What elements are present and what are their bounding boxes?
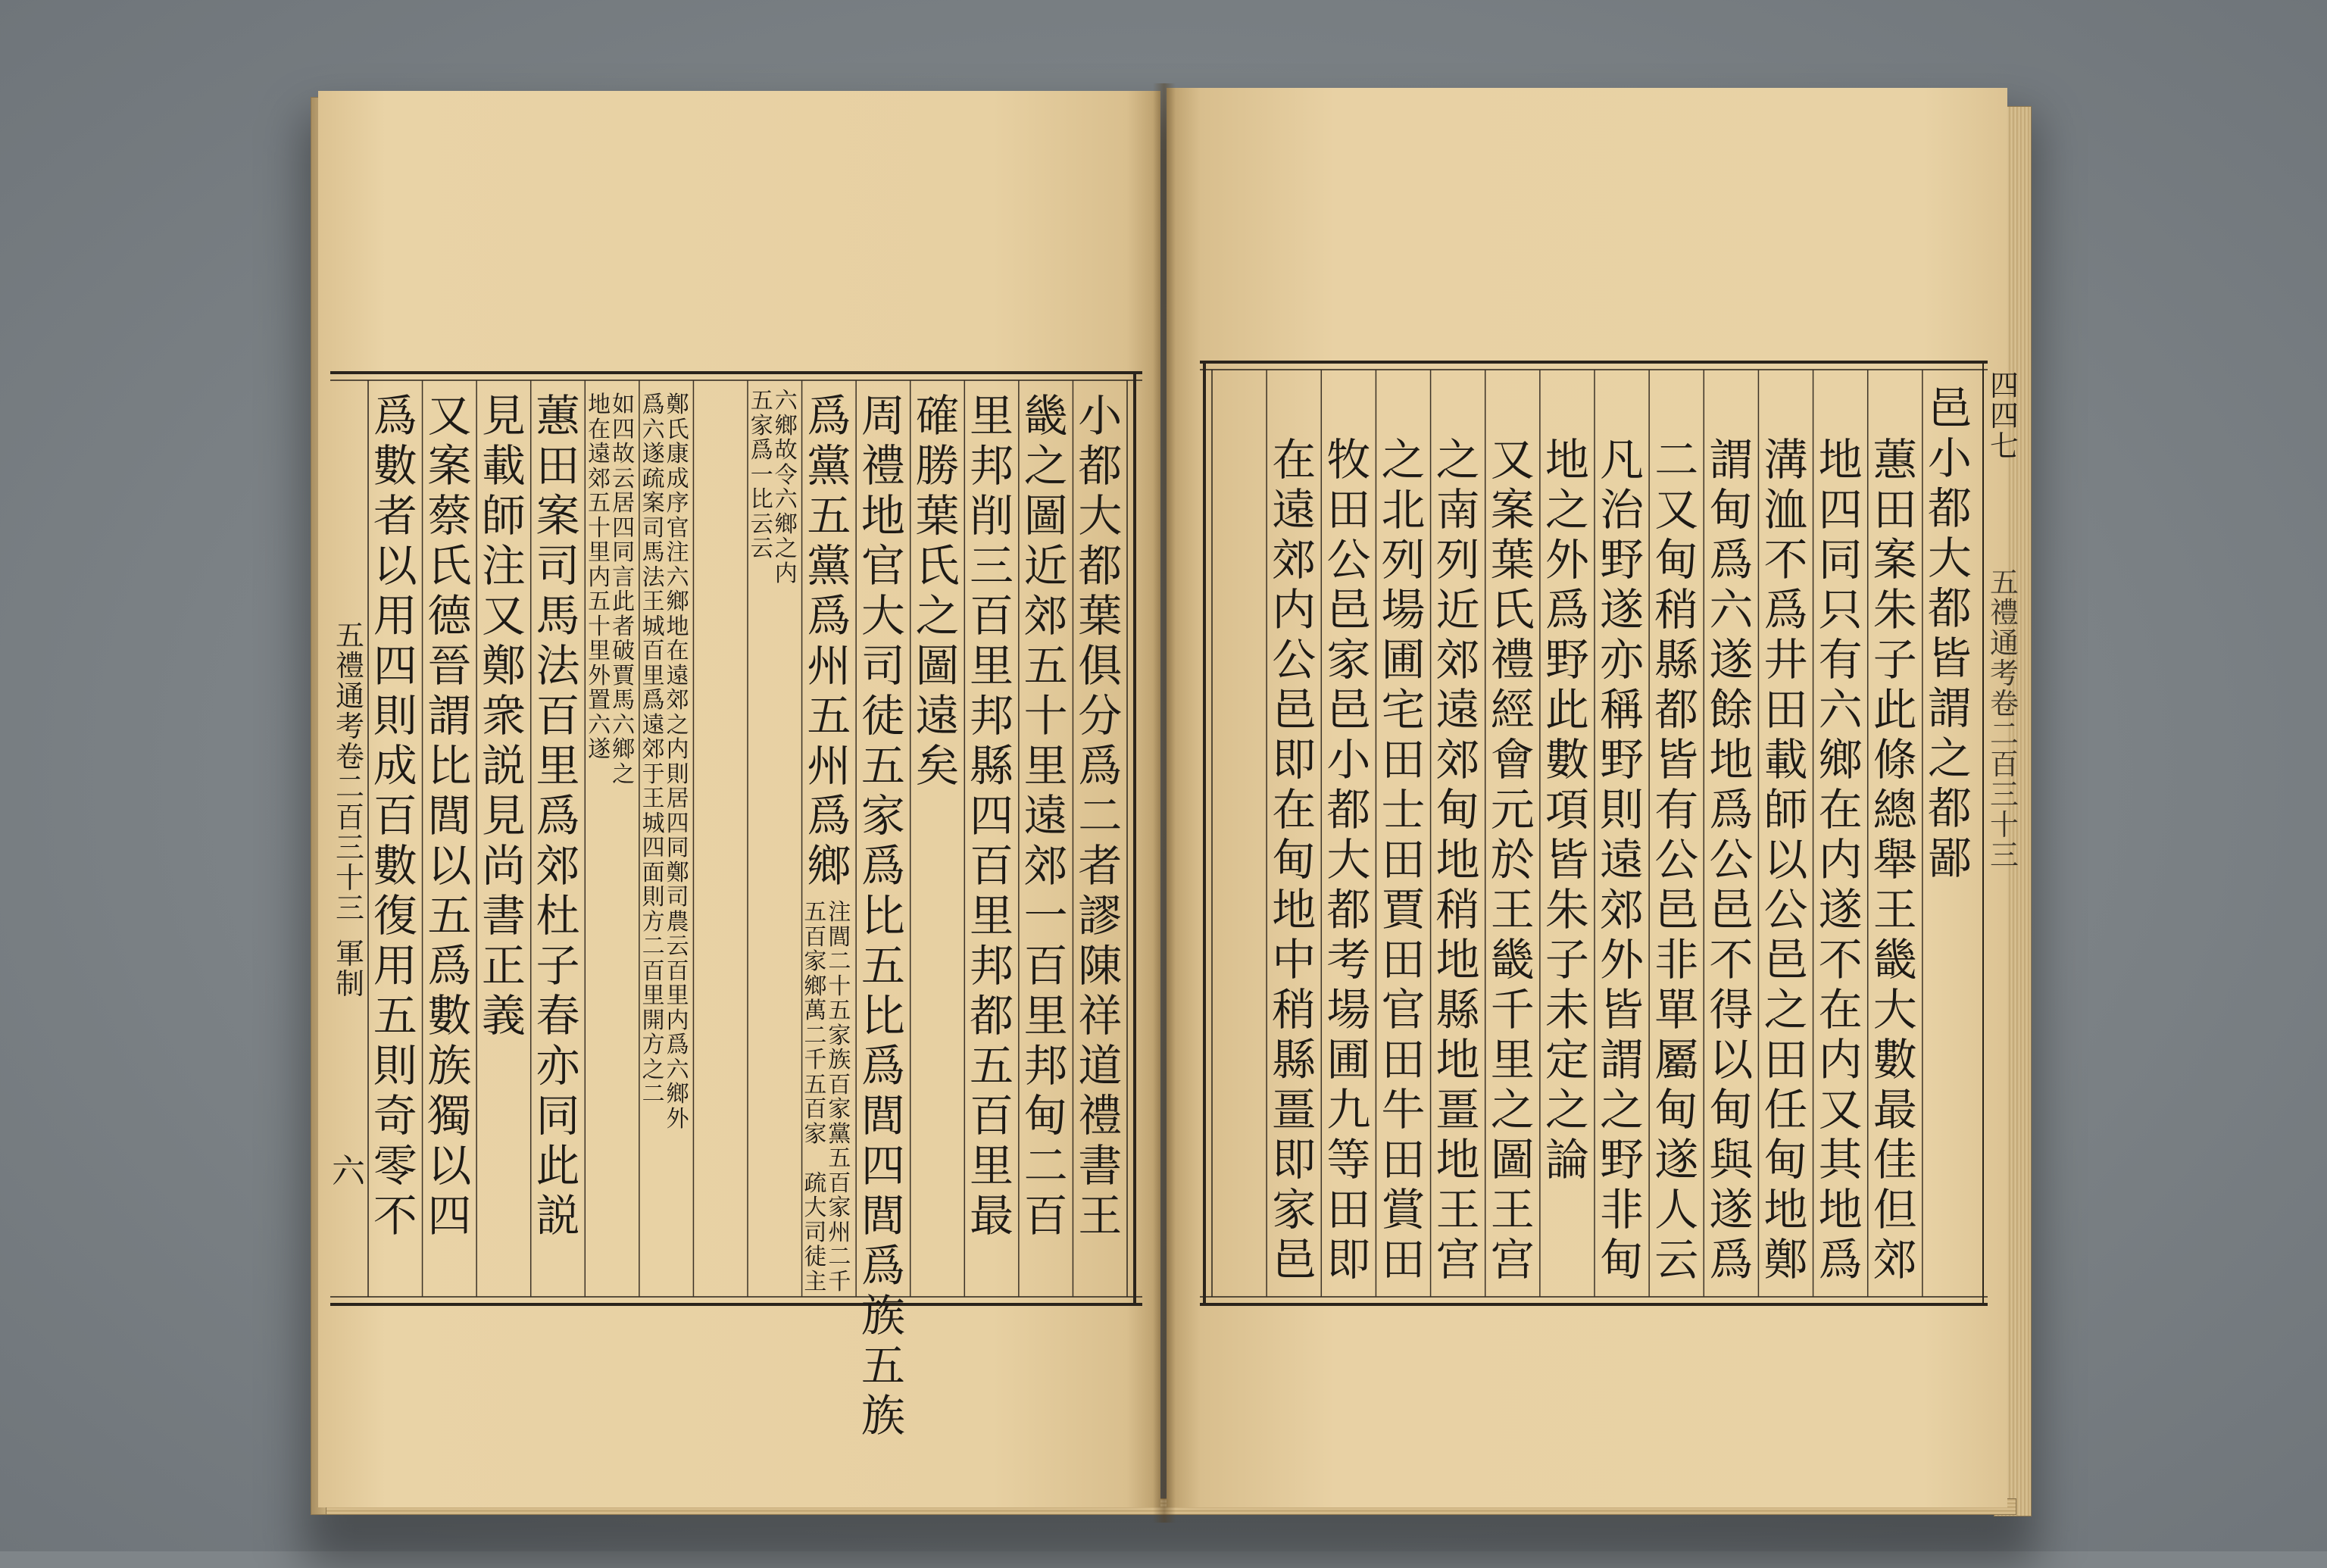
text-column: 凡 治 野 遂 亦 稱 野 則 遠 郊 外 皆 謂 之 野 非 甸 <box>1600 434 1645 1285</box>
text-column: 邑 小 都 大 都 皆 謂 之 都 鄙 <box>1927 383 1972 884</box>
text-column: 小 都 大 都 葉 俱 分 爲 二 者 謬 陳 祥 道 禮 書 王 <box>1078 390 1123 1242</box>
text-column: 周 禮 地 官 大 司 徒 五 家 爲 比 五 比 爲 閭 四 閭 爲 族 五 族 <box>861 390 905 1441</box>
text-column: 爲 黨 五 黨 爲 州 五 州 爲 鄉 <box>807 390 851 892</box>
section-title: 軍 制 <box>335 937 364 1001</box>
right-book-title: 五 禮 通 考 卷 二 百 三 十 三 <box>1989 566 2019 872</box>
text-column: 牧 田 公 邑 家 邑 小 都 大 都 考 場 圃 九 等 田 即 <box>1326 434 1371 1285</box>
text-column: 二 又 甸 稍 縣 都 皆 有 公 邑 非 單 屬 甸 遂 人 云 <box>1654 434 1699 1285</box>
text-column: 畿 之 圖 近 郊 五 十 里 遠 郊 一 百 里 邦 甸 二 百 <box>1023 390 1068 1242</box>
book-title: 五 禮 通 考 卷 二 百 三 十 三 <box>335 619 364 925</box>
text-column: 確 勝 葉 氏 之 圖 遠 矣 <box>915 390 960 792</box>
text-column: 謂 甸 爲 六 遂 餘 地 爲 公 邑 不 得 以 甸 與 遂 爲 <box>1709 434 1754 1285</box>
text-column: 之 北 列 場 圃 宅 田 士 田 賈 田 官 田 牛 田 賞 田 <box>1381 434 1426 1285</box>
text-column: 蕙 田 案 司 馬 法 百 里 爲 郊 杜 子 春 亦 同 此 説 <box>536 390 580 1242</box>
text-column: 在 遠 郊 内 公 邑 即 在 甸 地 中 稍 縣 畺 即 家 邑 <box>1272 434 1317 1285</box>
text-column: 又 案 蔡 氏 德 晉 謂 比 閭 以 五 爲 數 族 獨 以 四 <box>427 390 472 1242</box>
note-column: 爲 六 遂 疏 案 司 馬 法 王 城 百 里 爲 遠 郊 于 王 城 四 面 則 方 二 百 里 開 方 之 二 <box>642 392 665 1107</box>
note-column: 如 四 故 云 居 四 同 言 此 者 破 賈 馬 六 鄉 之 <box>612 392 636 788</box>
text-column: 蕙 田 案 朱 子 此 條 總 舉 王 畿 大 數 最 佳 但 郊 <box>1873 434 1917 1285</box>
text-column: 溝 洫 不 爲 井 田 載 師 以 公 邑 之 田 任 甸 地 鄭 <box>1763 434 1808 1285</box>
note-column: 地 在 遠 郊 五 十 里 内 五 十 里 外 置 六 遂 <box>588 392 611 763</box>
left-center-column <box>333 621 367 1000</box>
note-column: 六 鄉 故 令 六 鄉 之 内 <box>774 388 798 587</box>
note-column: 五 百 家 鄉 萬 二 千 五 百 家 疏 大 司 徒 主 <box>804 899 827 1295</box>
left-page-number: 六 <box>332 1152 365 1191</box>
right-folio-number: 四 四 七 <box>1989 369 2019 463</box>
text-column: 地 四 同 只 有 六 鄉 在 内 遂 不 在 内 又 其 地 爲 <box>1818 434 1863 1285</box>
right-center-column <box>1988 371 2021 871</box>
text-column: 里 邦 削 三 百 里 邦 縣 四 百 里 邦 都 五 百 里 最 <box>970 390 1014 1242</box>
note-column: 五 家 爲 一 比 云 云 <box>750 388 773 562</box>
text-column: 之 南 列 近 郊 遠 郊 甸 地 稍 地 縣 地 畺 地 王 宫 <box>1435 434 1480 1285</box>
text-column: 見 載 師 注 又 鄭 衆 説 見 尚 書 正 義 <box>481 390 526 1042</box>
text-column: 又 案 葉 氏 禮 經 會 元 於 王 畿 千 里 之 圖 王 宫 <box>1490 434 1535 1285</box>
note-column: 注 閭 二 十 五 家 族 百 家 黨 五 百 家 州 二 千 <box>828 899 851 1295</box>
text-column: 爲 數 者 以 用 四 則 成 百 數 復 用 五 則 奇 零 不 <box>373 390 417 1242</box>
text-column: 地 之 外 爲 野 此 數 項 皆 朱 子 未 定 之 論 <box>1545 434 1589 1185</box>
note-column: 鄭 氏 康 成 序 官 注 六 鄉 地 在 遠 郊 之 内 則 居 四 同 鄭 司 農 云 百 里 内 爲 六 鄉 外 <box>666 392 689 1132</box>
